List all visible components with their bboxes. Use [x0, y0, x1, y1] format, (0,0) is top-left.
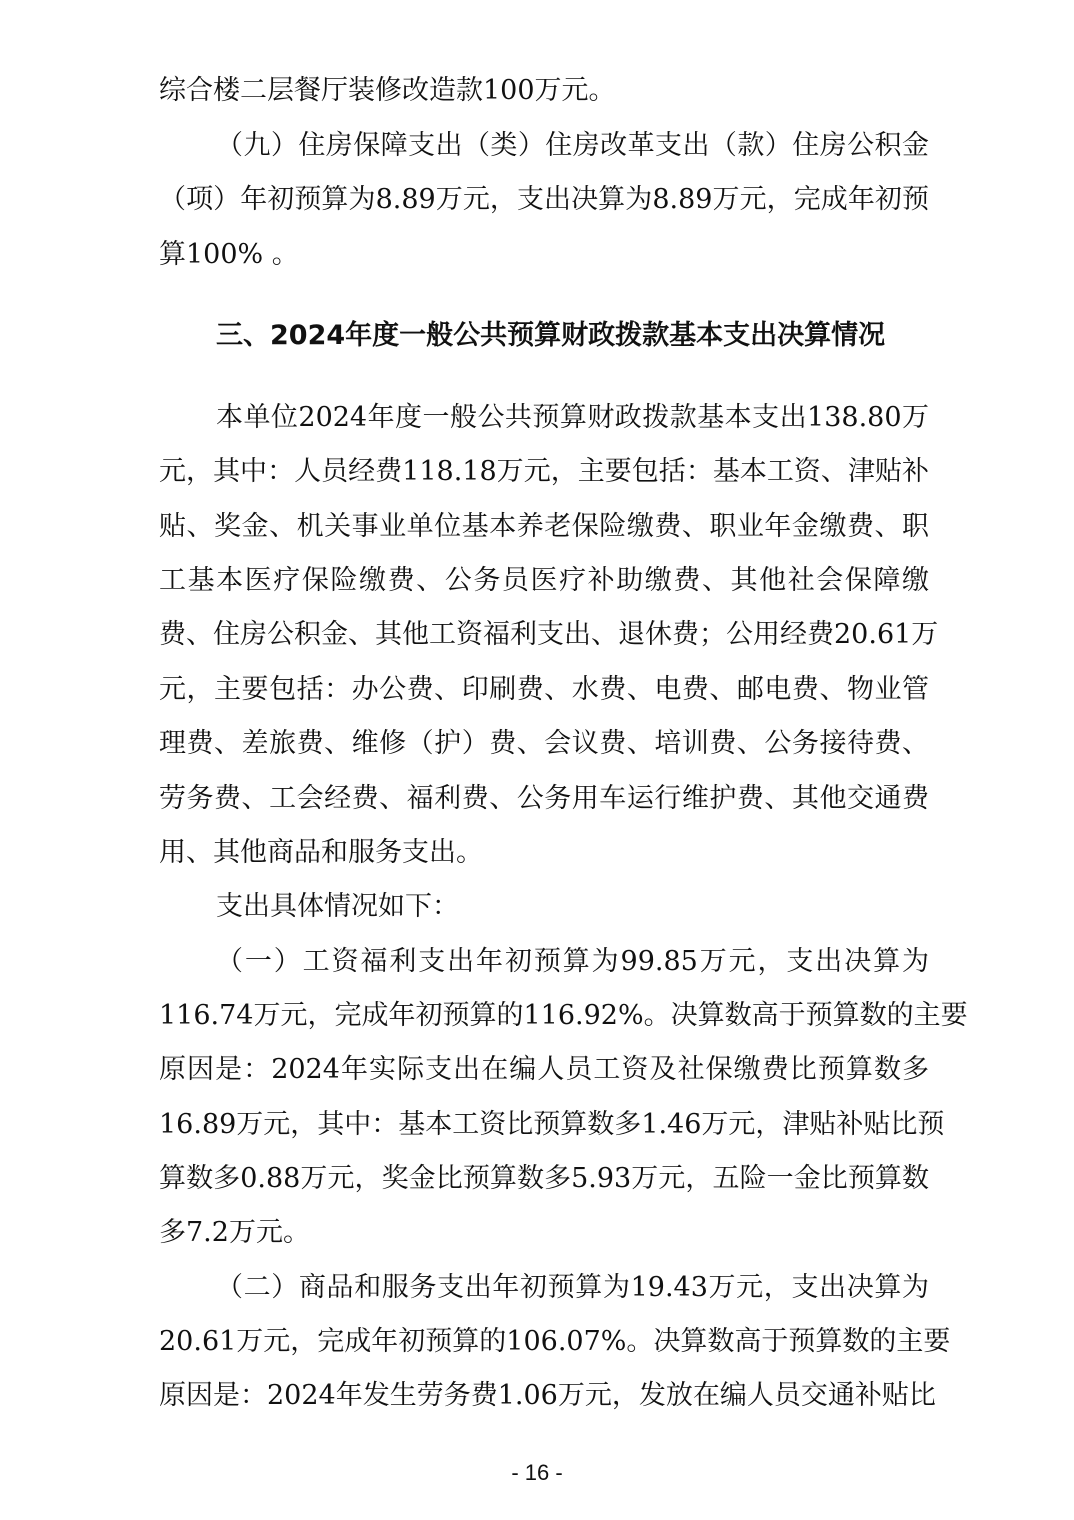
- paragraph-line: 支出具体情况如下：: [216, 891, 459, 922]
- paragraph-line: 元，主要包括：办公费、印刷费、水费、电费、邮电费、物业管: [159, 674, 929, 705]
- paragraph-line: 多7.2万元。: [159, 1217, 310, 1248]
- paragraph-line: 算100% 。: [159, 239, 299, 270]
- paragraph-line: （项）年初预算为8.89万元，支出决算为8.89万元，完成年初预: [159, 184, 929, 215]
- paragraph-line: 本单位2024年度一般公共预算财政拨款基本支出138.80万: [216, 402, 929, 433]
- paragraph-line: 原因是：2024年实际支出在编人员工资及社保缴费比预算数多: [159, 1054, 929, 1085]
- paragraph-line: 元，其中：人员经费118.18万元，主要包括：基本工资、津贴补: [159, 456, 929, 487]
- paragraph-line: 原因是：2024年发生劳务费1.06万元，发放在编人员交通补贴比: [159, 1380, 936, 1411]
- paragraph-line: 贴、奖金、机关事业单位基本养老保险缴费、职业年金缴费、职: [159, 511, 929, 542]
- paragraph-line: （九）住房保障支出（类）住房改革支出（款）住房公积金: [216, 130, 929, 161]
- paragraph-line: 16.89万元，其中：基本工资比预算数多1.46万元，津贴补贴比预: [159, 1109, 945, 1140]
- paragraph-line: 20.61万元，完成年初预算的106.07%。决算数高于预算数的主要: [159, 1326, 951, 1357]
- paragraph-line: 用、其他商品和服务支出。: [159, 837, 483, 868]
- paragraph-line: 综合楼二层餐厅装修改造款100万元。: [159, 75, 616, 106]
- paragraph-line: 费、住房公积金、其他工资福利支出、退休费；公用经费20.61万: [159, 619, 939, 650]
- page-number: - 16 -: [511, 1460, 563, 1485]
- paragraph-line: 工基本医疗保险缴费、公务员医疗补助缴费、其他社会保障缴: [159, 565, 929, 596]
- paragraph-line: （二）商品和服务支出年初预算为19.43万元，支出决算为: [216, 1272, 929, 1303]
- paragraph-line: 116.74万元，完成年初预算的116.92%。决算数高于预算数的主要: [159, 1000, 968, 1031]
- paragraph-line: 理费、差旅费、维修（护）费、会议费、培训费、公务接待费、: [159, 728, 929, 759]
- paragraph-line: （一）工资福利支出年初预算为99.85万元，支出决算为: [216, 946, 929, 977]
- paragraph-line: 劳务费、工会经费、福利费、公务用车运行维护费、其他交通费: [159, 783, 929, 814]
- section-heading: 三、2024年度一般公共预算财政拨款基本支出决算情况: [216, 320, 886, 351]
- paragraph-line: 算数多0.88万元，奖金比预算数多5.93万元，五险一金比预算数: [159, 1163, 929, 1194]
